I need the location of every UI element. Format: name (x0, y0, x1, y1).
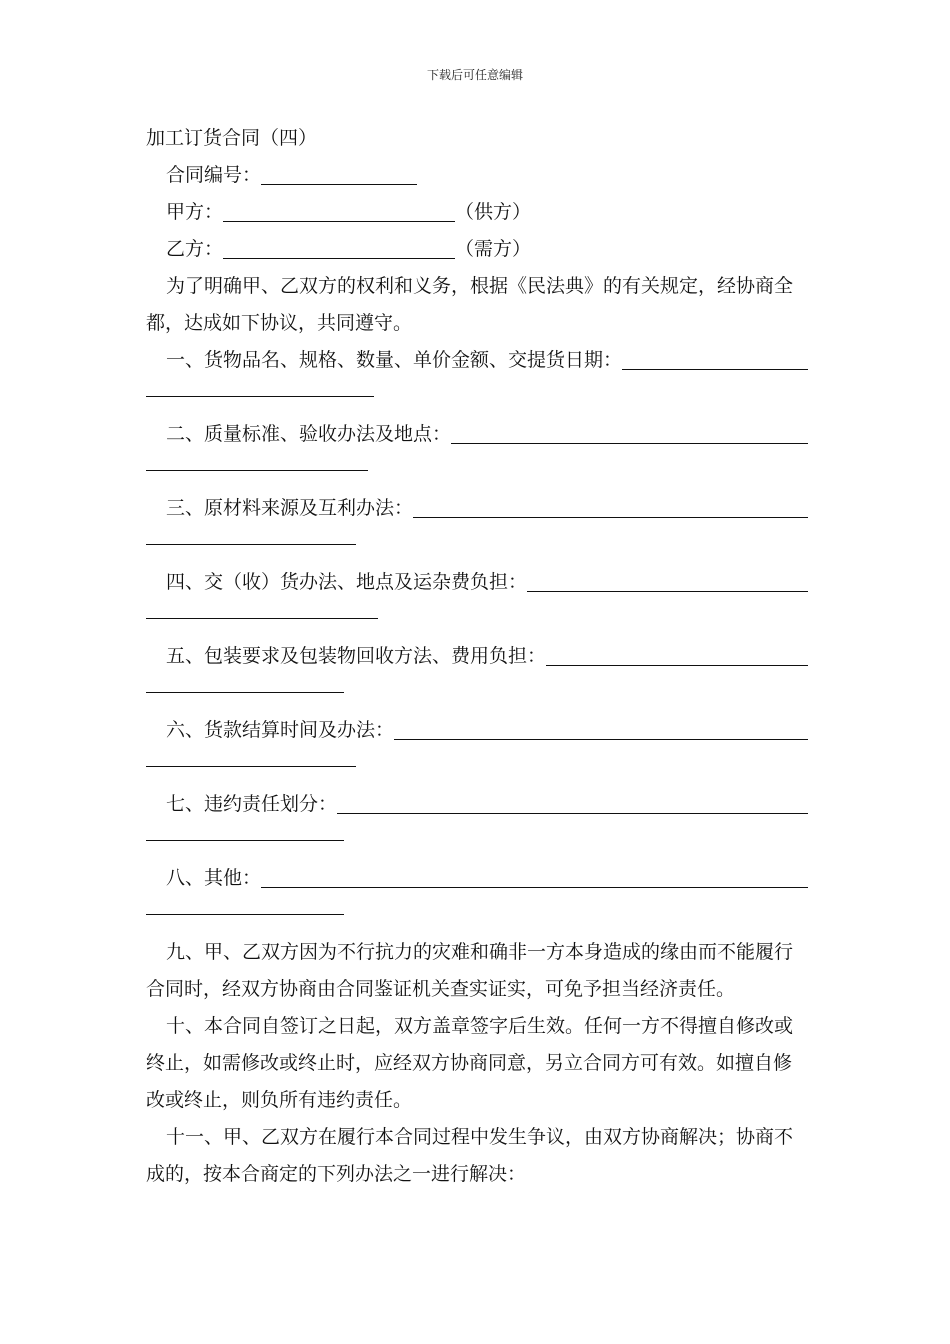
contract-number-label: 合同编号： (166, 164, 262, 186)
item-label: 二、质量标准、验收办法及地点： (166, 423, 452, 445)
item-blank[interactable] (527, 569, 808, 592)
item-5 (146, 638, 808, 712)
item-label: 一、货物品名、规格、数量、单价金额、交提货日期： (166, 349, 623, 371)
item-3 (146, 490, 808, 564)
contract-number-row (146, 157, 808, 194)
item-blank[interactable] (622, 347, 808, 370)
party-b-blank[interactable] (223, 236, 455, 259)
party-a-row (146, 194, 808, 231)
item-6 (146, 712, 808, 786)
item-label: 五、包装要求及包装物回收方法、费用负担： (166, 645, 547, 667)
item-label: 四、交（收）货办法、地点及运杂费负担： (166, 571, 528, 593)
party-b-label: 乙方： (166, 238, 224, 260)
item-blank-continuation[interactable] (146, 395, 374, 397)
item-blank-continuation[interactable] (146, 691, 344, 693)
party-a-label: 甲方： (166, 201, 224, 223)
clause-11: 十一、甲、乙双方在履行本合同过程中发生争议，由双方协商解决；协商不成的，按本合商定的下列办法之一进行解决： (146, 1126, 794, 1185)
clause-9: 九、甲、乙双方因为不行抗力的灾难和确非一方本身造成的缘由而不能履行合同时，经双方协商由合同鉴证机关查实证实，可免予担当经济责任。 (146, 941, 794, 1000)
item-blank-continuation[interactable] (146, 469, 368, 471)
item-blank-continuation[interactable] (146, 765, 356, 767)
item-blank[interactable] (546, 643, 808, 666)
item-blank-continuation[interactable] (146, 839, 344, 841)
intro-paragraph: 为了明确甲、乙双方的权利和义务，根据《民法典》的有关规定，经协商全都，达成如下协议，共同遵守。 (146, 275, 794, 334)
party-a-blank[interactable] (223, 199, 455, 222)
page-header-note: 下载后可任意编辑 (426, 68, 523, 82)
party-b-row (146, 231, 808, 268)
item-blank-continuation[interactable] (146, 913, 344, 915)
item-blank-continuation[interactable] (146, 617, 378, 619)
item-8 (146, 860, 808, 934)
party-b-role: （需方） (455, 238, 532, 260)
item-4 (146, 564, 808, 638)
party-a-role: （供方） (455, 201, 532, 223)
item-label: 三、原材料来源及互利办法： (166, 497, 414, 519)
item-blank[interactable] (413, 495, 808, 518)
item-1 (146, 342, 808, 416)
item-7 (146, 786, 808, 860)
item-blank[interactable] (337, 791, 808, 814)
item-blank[interactable] (394, 717, 808, 740)
item-blank-continuation[interactable] (146, 543, 356, 545)
item-blank[interactable] (451, 421, 808, 444)
item-label: 六、货款结算时间及办法： (166, 719, 395, 741)
item-label: 七、违约责任划分： (166, 793, 338, 815)
clause-10: 十、本合同自签订之日起，双方盖章签字后生效。任何一方不得擅自修改或终止，如需修改或终止时，应经双方协商同意，另立合同方可有效。如擅自修改或终止，则负所有违约责任。 (146, 1015, 794, 1111)
contract-document (146, 120, 808, 1193)
item-blank[interactable] (261, 865, 808, 888)
contract-number-blank[interactable] (261, 162, 417, 185)
item-label: 八、其他： (166, 867, 262, 889)
document-title: 加工订货合同（四） (146, 127, 318, 149)
item-2 (146, 416, 808, 490)
